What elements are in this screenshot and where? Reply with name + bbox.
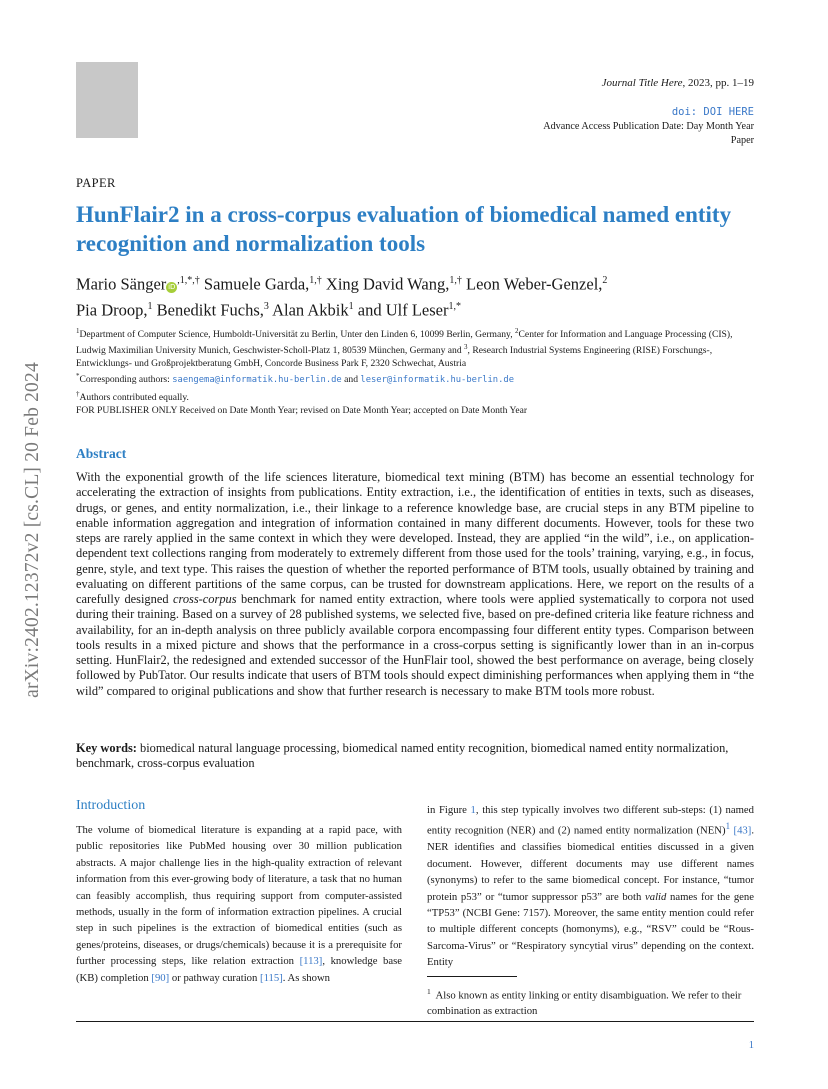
author-affil-mark: 2	[602, 275, 608, 286]
journal-pages: , 2023, pp. 1–19	[682, 77, 754, 89]
email-link[interactable]: saengema@informatik.hu-berlin.de	[172, 375, 342, 386]
citation-link[interactable]: [115]	[260, 971, 283, 984]
author-affil-mark: 1,*	[448, 300, 461, 312]
footnote-divider	[427, 976, 517, 977]
author-affil-mark: 1,†	[449, 275, 462, 286]
intro-text: . As shown	[282, 971, 331, 984]
equal-contribution-note	[76, 388, 756, 404]
affil-mark: 1	[76, 327, 80, 335]
footnote-text: Also known as entity linking or entity disambiguation. We refer to their combination as extraction	[427, 989, 742, 1017]
page-number: 1	[748, 1040, 754, 1051]
equal-text: Authors contributed equally.	[79, 391, 189, 403]
keywords-label: Key words:	[76, 741, 137, 755]
author-name: Alan Akbik	[272, 300, 349, 319]
intro-text: names for the gene “TP53” (NCBI Gene: 7157). Moreover, the same entity mention could refer to multiple different concepts (homonyms), e.g., “RSV” could be “Rous-Sarcoma-Virus” or “Respiratory syncytial virus” depending on the context. Entity	[427, 890, 754, 969]
intro-text: , this step typically involves two different sub-steps: (1) named entity recognition (NER) and (2) named entity normalization (NEN)	[427, 804, 754, 837]
abstract-text	[76, 470, 754, 699]
corr-mark: *	[76, 372, 80, 381]
author-name: Benedikt Fuchs,	[156, 300, 264, 319]
author-affil-mark: 3	[263, 300, 269, 312]
affiliation-3: , Research Industrial Systems Engineering (RISE) Forschungs-, Entwicklungs- und Großprojektberatung GmbH, Concorde Business Park F, 2320 Schwechat, Austria	[76, 345, 713, 370]
author-name: Xing David Wang,	[325, 274, 450, 294]
intro-column-left	[76, 822, 402, 986]
publisher-dates: FOR PUBLISHER ONLY Received on Date Month Year; revised on Date Month Year; accepted on Date Month Year	[76, 404, 528, 416]
and-text: and	[344, 374, 358, 386]
author-name: Samuele Garda,	[203, 274, 310, 294]
corr-label: Corresponding authors:	[79, 374, 170, 386]
abstract-emphasis: cross-corpus	[172, 592, 237, 606]
footnote	[427, 984, 754, 1019]
abstract-part-1: With the exponential growth of the life sciences literature, biomedical text mining (BTM) has become an essential technology for accelerating the extraction of insights from publications. Entity extraction, i.e., the identification of entities in texts, such as diseases, drugs, or genes, and entity normalization, i.e., their linkage to a reference knowledge base, are crucial steps in any BTM pipeline to enable information aggregation and integration of information contained in many different documents. However, tools for these two steps are rarely applied in the same context in which they were developed. Instead, they are applied “in the wild”, i.e., on application-dependent text collections ranging from moderately to extremely different from those used for the tools’ training, varying, e.g., in focus, genre, style, and text type. This raises the question of whether the reported performance of BTM tools, usually obtained by training and evaluating on different partitions of the same corpus, can be trusted for downstream applications. Here, we report on the results of a carefully designed	[76, 470, 754, 606]
footnote-mark: 1	[427, 987, 431, 996]
author-affil-mark: ,1,*,†	[177, 275, 200, 286]
arxiv-identifier: arXiv:2402.12372v2 [cs.CL] 20 Feb 2024	[22, 362, 43, 698]
corresponding-authors	[76, 370, 756, 387]
paper-title: HunFlair2 in a cross-corpus evaluation of biomedical named entity recognition and normalization tools	[76, 202, 732, 256]
keywords	[76, 741, 754, 772]
journal-logo-placeholder	[76, 62, 138, 138]
author-affil-mark: 1	[348, 300, 354, 312]
page-bottom-rule	[76, 1021, 754, 1022]
intro-text: , knowledge base (KB) completion	[76, 955, 403, 984]
journal-title: Journal Title Here	[601, 77, 683, 89]
affil-mark: 2	[515, 327, 519, 335]
arxiv-sidebar	[6, 280, 60, 780]
paper-label: PAPER	[76, 176, 116, 190]
intro-column-right	[427, 802, 754, 971]
author-affil-mark: 1,†	[309, 275, 322, 286]
author-affil-mark: 1	[147, 300, 153, 312]
intro-text: . NER identifies and classifies biomedical entities discussed in a given document. However, different documents may use different names (synonyms) to refer to the same biomedical concept. For instance, “tumor protein p53” or “tumor suppressor p53” are both	[427, 824, 755, 903]
author-name: and Ulf Leser	[357, 300, 449, 319]
affiliation-2: Center for Information and Language Processing (CIS), Ludwig Maximilian University Munich, Geschwister-Scholl-Platz 1, 80539 München, Germany and	[76, 329, 733, 357]
affiliation-text	[76, 325, 756, 370]
author-name: Mario Sänger	[76, 274, 167, 294]
advance-access-date: Advance Access Publication Date: Day Month Year	[543, 121, 754, 132]
email-link[interactable]: leser@informatik.hu-berlin.de	[360, 375, 514, 386]
introduction-heading: Introduction	[76, 798, 146, 813]
intro-text: The volume of biomedical literature is expanding at a rapid pace, with public repositories like PubMed housing over 30 million publication abstracts. A major challenge lies in the high-quality extraction of relevant information from this ever-growing body of literature, a task that no human can feasibly accomplish, thus requiring support from computer-assisted methods, usually in the form of information extraction pipelines. A crucial step in such pipelines is the extraction of biomedical entities (such as genes/proteins, diseases, or drugs/chemicals) because it is a prerequisite for further processing steps, like relation extraction	[76, 824, 402, 968]
citation-link[interactable]: [90]	[151, 971, 170, 984]
intro-text: in Figure	[427, 804, 467, 816]
author-name: Leon Weber-Genzel,	[466, 274, 603, 294]
author-name: Pia Droop,	[76, 300, 148, 319]
equal-mark: †	[76, 389, 80, 398]
keywords-text: biomedical natural language processing, biomedical named entity recognition, biomedical named entity normalization, benchmark, cross-corpus evaluation	[76, 741, 729, 771]
citation-link[interactable]: [43]	[733, 824, 752, 837]
abstract-heading: Abstract	[76, 446, 127, 461]
doi-link[interactable]: doi: DOI HERE	[671, 106, 754, 118]
paper-type: Paper	[730, 135, 754, 146]
intro-emphasis: valid	[645, 890, 667, 903]
affiliation-1: Department of Computer Science, Humboldt-Universität zu Berlin, Unter den Linden 6, 10099 Berlin, Germany,	[79, 329, 513, 341]
abstract-part-2: benchmark for named entity extraction, where tools were applied systematically to corpora not used during their training. Based on a survey of 28 published systems, we selected five, based on pre-defined criteria like feature richness and availability, for an in-depth analysis on three publicly available corpora encompassing four different entity types. Comparison between tools results in a mixed picture and shows that the performance in a cross-corpus setting is significantly lower than in an in-corpus setting. HunFlair2, the redesigned and extended successor of the HunFlair tool, showed the best performance on average, being closely followed by PubTator. Our results indicate that users of BTM tools should expect diminishing performances when applying them in “the wild” compared to original publications and show that further research is necessary to make BTM tools more robust.	[76, 592, 754, 698]
citation-link[interactable]: [113]	[299, 955, 323, 968]
affiliations	[76, 325, 756, 417]
affil-mark: 3	[464, 343, 468, 352]
journal-citation	[602, 77, 754, 89]
footnote-link[interactable]: 1	[725, 821, 731, 832]
author-list	[76, 270, 766, 321]
orcid-icon[interactable]: iD	[168, 282, 176, 291]
intro-text: or pathway curation	[171, 971, 258, 984]
figure-link[interactable]: 1	[470, 804, 476, 816]
